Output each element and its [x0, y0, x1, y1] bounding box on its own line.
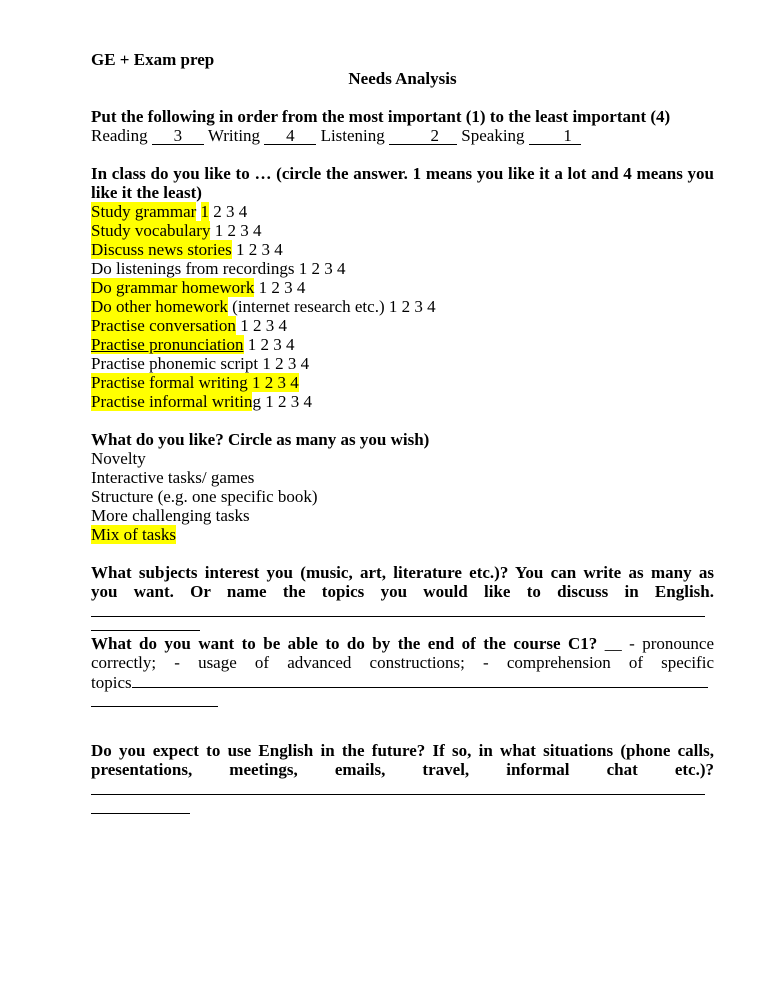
- list-item-grammar-homework[interactable]: [91, 278, 714, 297]
- item-label: Do listenings from recordings: [91, 259, 295, 278]
- list-item-formal-writing[interactable]: [91, 373, 714, 392]
- item-label: Practise conversation: [91, 316, 236, 335]
- spacer: [91, 411, 714, 430]
- item-label: Do grammar homework: [91, 278, 255, 297]
- ranking-value-speaking: 1: [563, 126, 572, 145]
- subjects-answer-line-2[interactable]: [91, 620, 714, 634]
- subjects-answer-line[interactable]: [91, 601, 714, 620]
- goals-answer-blank[interactable]: [132, 672, 708, 688]
- option-structure[interactable]: [91, 487, 714, 506]
- item-label: Practise phonemic script: [91, 354, 259, 373]
- goals-answer-start[interactable]: - pronounce: [629, 634, 715, 653]
- item-label: Practise formal writing: [91, 373, 248, 392]
- scale[interactable]: 1 2 3 4: [298, 259, 346, 278]
- option-label: Interactive tasks/ games: [91, 468, 255, 487]
- spacer: [91, 88, 714, 107]
- goals-blank[interactable]: __: [604, 634, 622, 653]
- item-label: Practise pronunciation: [91, 335, 244, 354]
- spacer: [91, 544, 714, 563]
- subjects-question-line2: you want. Or name the topics you would like to discuss in English.: [91, 582, 714, 601]
- goals-answer-text: topics: [91, 673, 132, 692]
- subjects-question-line1: What subjects interest you (music, art, literature etc.)? You can write as many as: [91, 563, 714, 582]
- scale[interactable]: 1 2 3 4: [240, 316, 287, 335]
- course-label: GE + Exam prep: [91, 50, 215, 69]
- scale[interactable]: 1 2 3 4: [247, 335, 295, 354]
- spacer: [91, 145, 714, 164]
- list-item-listenings[interactable]: [91, 259, 714, 278]
- spacer: [91, 710, 714, 729]
- scale[interactable]: 1 2 3 4: [262, 354, 310, 373]
- document-page: [91, 50, 714, 817]
- ranking-field-writing[interactable]: 4: [264, 128, 316, 145]
- list-item-phonemic-script[interactable]: [91, 354, 714, 373]
- scale[interactable]: 1 2 3 4: [265, 392, 312, 411]
- item-label: Study grammar: [91, 202, 197, 221]
- item-extra: (internet research etc.): [232, 297, 385, 316]
- ranking-field-reading[interactable]: 3: [152, 128, 204, 145]
- scale[interactable]: 1 2 3 4: [252, 373, 299, 392]
- goals-answer-line3[interactable]: [91, 672, 714, 691]
- option-label: Structure (e.g. one specific book): [91, 487, 318, 506]
- in-class-question: In class do you like to … (circle the answer. 1 means you like it a lot and 4 means you like it the least): [91, 164, 714, 202]
- goals-answer-line-4[interactable]: [91, 691, 714, 710]
- ranking-field-listening[interactable]: [389, 128, 457, 145]
- list-item-pronunciation[interactable]: [91, 335, 714, 354]
- list-item-conversation[interactable]: [91, 316, 714, 335]
- ranking-label-reading: Reading: [91, 126, 148, 145]
- scale-option-1[interactable]: 1: [200, 202, 210, 221]
- option-label: More challenging tasks: [91, 506, 250, 525]
- future-answer-line-2[interactable]: [91, 798, 714, 817]
- option-mix-of-tasks[interactable]: [91, 525, 714, 544]
- scale[interactable]: 1 2 3 4: [214, 221, 262, 240]
- goals-question: What do you want to be able to do by the end of the course C1?: [91, 634, 598, 653]
- item-label-highlighted: Practise informal writin: [91, 392, 253, 411]
- list-item-study-grammar[interactable]: Study grammar 1 2 3 4: [91, 202, 248, 221]
- option-challenging-tasks[interactable]: [91, 506, 714, 525]
- ranking-label-listening: Listening: [320, 126, 385, 145]
- item-label: Discuss news stories: [91, 240, 232, 259]
- goals-answer-line2[interactable]: correctly; - usage of advanced constructions; - comprehension of specific: [91, 653, 714, 672]
- option-novelty[interactable]: [91, 449, 714, 468]
- ranking-field-speaking[interactable]: [529, 128, 581, 145]
- ranking-label-speaking: Speaking: [461, 126, 525, 145]
- option-label: Mix of tasks: [91, 525, 176, 544]
- scale[interactable]: 1 2 3 4: [235, 240, 283, 259]
- list-item-discuss-news[interactable]: [91, 240, 714, 259]
- scale[interactable]: 1 2 3 4: [388, 297, 436, 316]
- ranking-question: Put the following in order from the most important (1) to the least important (4): [91, 107, 671, 126]
- spacer: [91, 729, 714, 741]
- list-item-informal-writing[interactable]: [91, 392, 714, 411]
- item-label-rest: g: [252, 392, 261, 411]
- ranking-value-listening: 2: [430, 126, 440, 145]
- likes-question: What do you like? Circle as many as you wish): [91, 430, 430, 449]
- option-interactive-tasks[interactable]: [91, 468, 714, 487]
- list-item-other-homework[interactable]: [91, 297, 714, 316]
- page-title: Needs Analysis: [348, 69, 457, 88]
- ranking-answers: [91, 126, 714, 145]
- goals-line1: [91, 634, 714, 653]
- scale[interactable]: 1 2 3 4: [258, 278, 306, 297]
- ranking-label-writing: Writing: [207, 126, 261, 145]
- list-item-study-vocabulary[interactable]: [91, 221, 714, 240]
- item-label: Do other homework: [91, 297, 228, 316]
- future-answer-line[interactable]: [91, 779, 714, 798]
- option-label: Novelty: [91, 449, 146, 468]
- future-question-line2: presentations, meetings, emails, travel, informal chat etc.)?: [91, 760, 714, 779]
- item-label: Study vocabulary: [91, 221, 211, 240]
- future-question-line1: Do you expect to use English in the future? If so, in what situations (phone calls,: [91, 741, 714, 760]
